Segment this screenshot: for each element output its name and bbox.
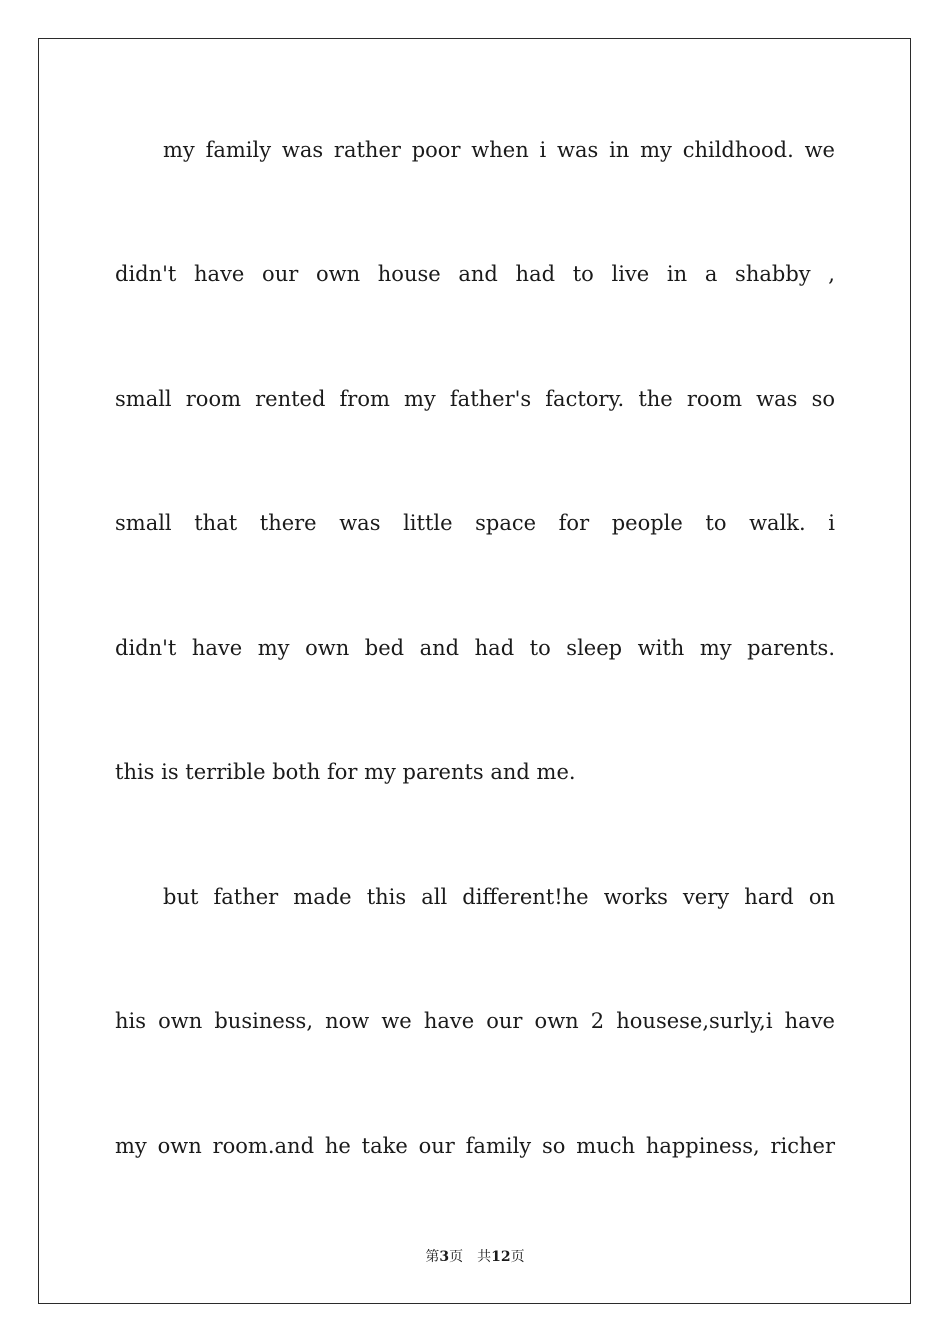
paragraph-1-line-5: didn't have my own bed and had to sleep with my parents. xyxy=(115,636,835,660)
total-prefix: 共 xyxy=(477,1249,492,1265)
page-suffix: 页 xyxy=(449,1249,464,1265)
paragraph-1-line-1: my family was rather poor when i was in my childhood. we xyxy=(163,138,835,162)
paragraph-1-line-2: didn't have our own house and had to live in a shabby , xyxy=(115,262,835,286)
paragraph-2-line-3: my own room.and he take our family so much happiness, richer xyxy=(115,1134,835,1158)
paragraph-1-line-6: this is terrible both for my parents and me. xyxy=(115,760,576,784)
page-prefix: 第 xyxy=(425,1249,440,1265)
paragraph-2-line-2: his own business, now we have our own 2 housese,surly,i have xyxy=(115,1009,835,1033)
paragraph-1-line-4: small that there was little space for people to walk. i xyxy=(115,511,835,535)
page-border xyxy=(38,38,911,1304)
total-suffix: 页 xyxy=(510,1249,525,1265)
paragraph-1-line-3: small room rented from my father's factory. the room was so xyxy=(115,387,835,411)
page-number: 3 xyxy=(439,1249,450,1265)
paragraph-2-line-1: but father made this all different!he works very hard on xyxy=(163,885,835,909)
page-footer xyxy=(0,1246,950,1266)
total-pages: 12 xyxy=(491,1249,511,1265)
